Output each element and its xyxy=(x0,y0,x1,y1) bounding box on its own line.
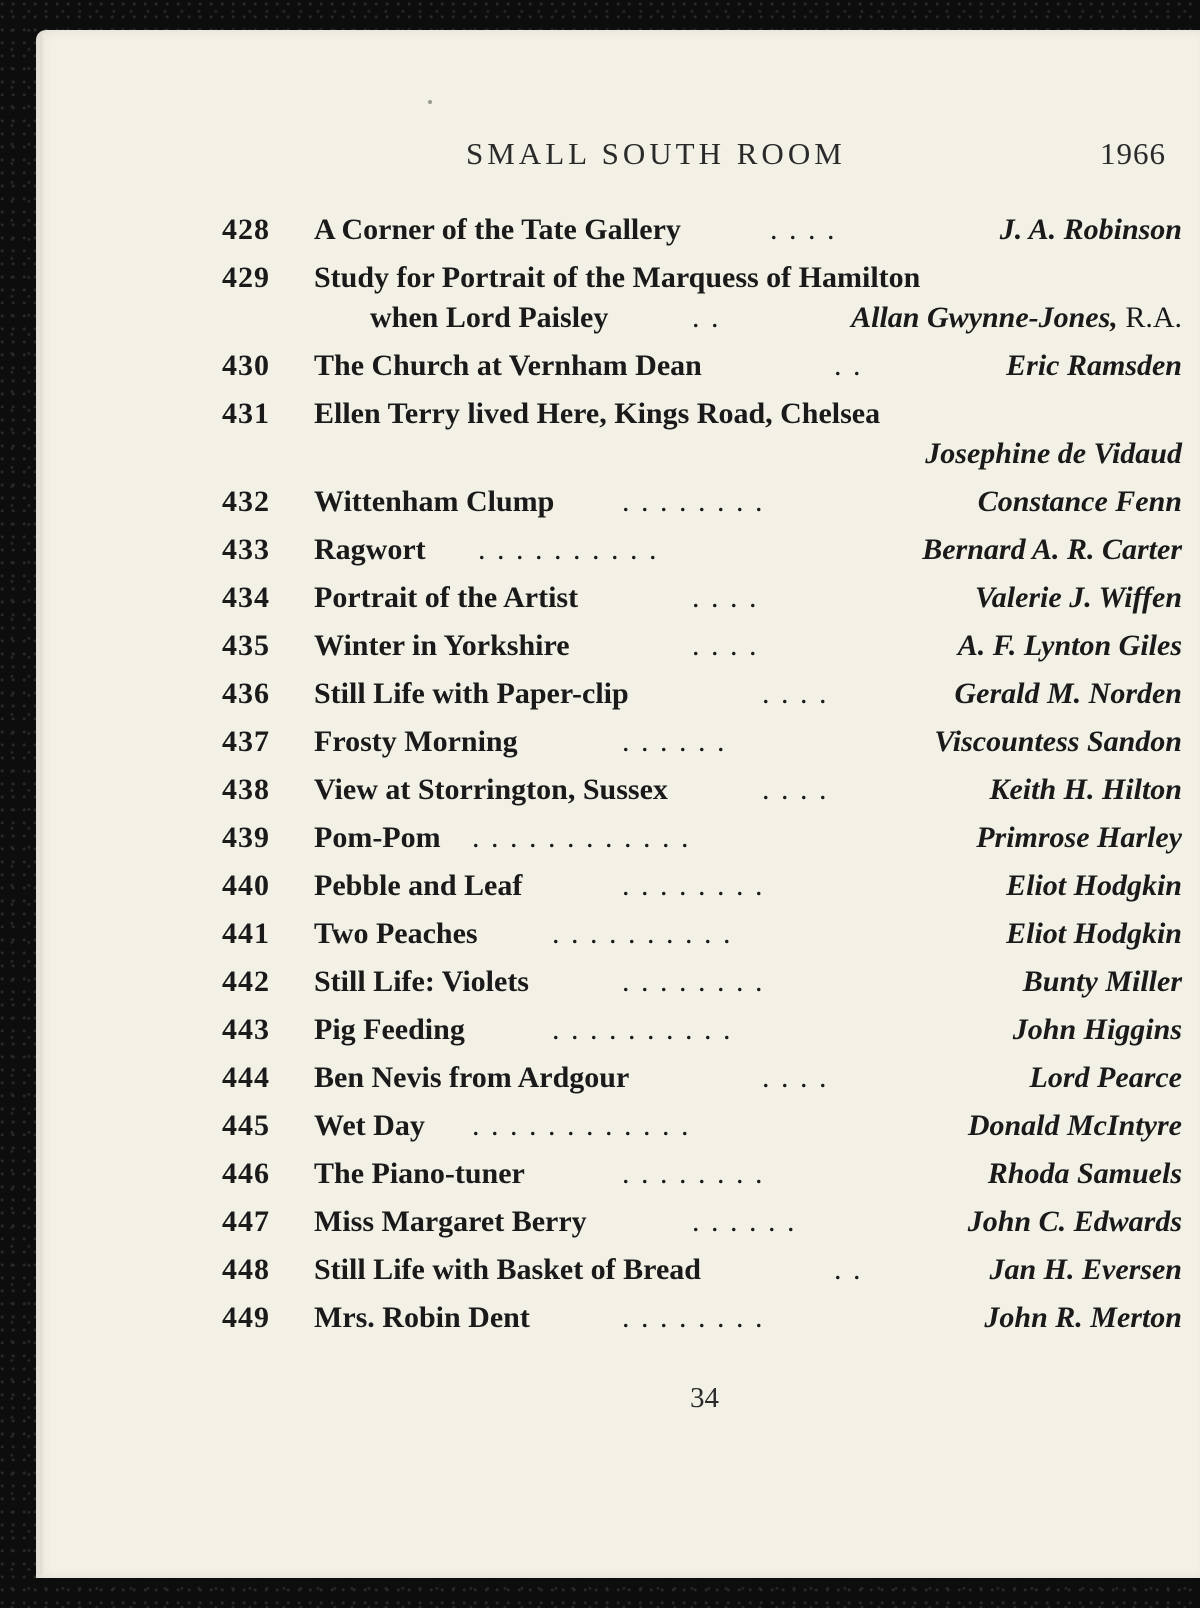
entry-number: 443 xyxy=(222,1013,270,1046)
entry-artist: Eliot Hodgkin xyxy=(1006,869,1182,902)
entry-title: Still Life with Paper-clip xyxy=(314,677,629,710)
entry-title: Ragwort xyxy=(314,533,426,566)
ink-speck xyxy=(428,100,432,104)
list-item xyxy=(222,206,1182,254)
entry-number: 447 xyxy=(222,1205,270,1238)
entry-title: Winter in Yorkshire xyxy=(314,629,570,662)
entry-title: Miss Margaret Berry xyxy=(314,1205,587,1238)
page-year: 1966 xyxy=(1100,136,1166,171)
list-item xyxy=(222,814,1182,862)
entry-number: 438 xyxy=(222,773,270,806)
page-heading: SMALL SOUTH ROOM xyxy=(466,136,846,171)
leader-dots: . . . . xyxy=(692,629,759,662)
entry-artist: Primrose Harley xyxy=(976,821,1182,854)
entry-number: 439 xyxy=(222,821,270,854)
leader-dots: . . . . . . . . xyxy=(622,1157,765,1190)
leader-dots: . . . . . . . . . . . . xyxy=(472,821,691,854)
entry-title: Still Life: Violets xyxy=(314,965,529,998)
entry-artist: Donald McIntyre xyxy=(967,1109,1182,1142)
entry-number: 446 xyxy=(222,1157,270,1190)
list-item xyxy=(222,958,1182,1006)
list-item xyxy=(222,574,1182,622)
list-item xyxy=(222,1198,1182,1246)
entry-number: 448 xyxy=(222,1253,270,1286)
entry-artist: Viscountess Sandon xyxy=(934,725,1182,758)
leader-dots: . . . . . . . . xyxy=(622,965,765,998)
entry-artist: Bernard A. R. Carter xyxy=(922,533,1182,566)
list-item xyxy=(222,862,1182,910)
entry-title: Frosty Morning xyxy=(314,725,518,758)
entry-artist: Bunty Miller xyxy=(1022,965,1182,998)
leader-dots: . . . . . . . . xyxy=(622,869,765,902)
entry-artist: Keith H. Hilton xyxy=(989,773,1182,806)
leader-dots: . . . . . . . . . . xyxy=(478,533,659,566)
entry-title: A Corner of the Tate Gallery xyxy=(314,213,681,246)
list-item xyxy=(222,1006,1182,1054)
entry-title: The Piano-tuner xyxy=(314,1157,525,1190)
list-item xyxy=(222,1054,1182,1102)
entry-artist: A. F. Lynton Giles xyxy=(957,629,1182,662)
leader-dots: . . . . . . . . . . . . xyxy=(472,1109,691,1142)
entry-title: Still Life with Basket of Bread xyxy=(314,1253,701,1286)
entry-number: 431 xyxy=(222,397,270,430)
list-item xyxy=(222,910,1182,958)
list-item xyxy=(222,1294,1182,1342)
artist-honor: R.A. xyxy=(1125,301,1182,334)
list-item xyxy=(222,342,1182,390)
leader-dots: . . . . . . . . xyxy=(622,485,765,518)
entry-number: 441 xyxy=(222,917,270,950)
entry-artist xyxy=(851,294,1182,342)
entry-artist: John R. Merton xyxy=(984,1301,1182,1334)
entry-artist: Eliot Hodgkin xyxy=(1006,917,1182,950)
entry-number: 432 xyxy=(222,485,270,518)
leader-dots: . . . . xyxy=(762,1061,829,1094)
leader-dots: . . . . xyxy=(692,581,759,614)
entry-title: Ben Nevis from Ardgour xyxy=(314,1061,630,1094)
entry-artist: Jan H. Eversen xyxy=(989,1253,1182,1286)
page-number: 34 xyxy=(690,1382,719,1414)
entry-title: Ellen Terry lived Here, Kings Road, Chelsea xyxy=(314,397,881,430)
entry-title: Pig Feeding xyxy=(314,1013,465,1046)
entry-title: Mrs. Robin Dent xyxy=(314,1301,530,1334)
leader-dots: . . . . . . xyxy=(622,725,727,758)
entry-artist: Valerie J. Wiffen xyxy=(975,581,1182,614)
entry-title: Portrait of the Artist xyxy=(314,581,579,614)
entry-artist: Lord Pearce xyxy=(1029,1061,1182,1094)
entry-number: 437 xyxy=(222,725,270,758)
leader-dots: . . xyxy=(834,349,863,382)
entry-number: 428 xyxy=(222,213,270,246)
leader-dots: . . . . . . . . xyxy=(622,1301,765,1334)
list-item xyxy=(222,622,1182,670)
entry-number: 436 xyxy=(222,677,270,710)
entry-number: 430 xyxy=(222,349,270,382)
entry-artist: Constance Fenn xyxy=(977,485,1182,518)
list-item xyxy=(222,670,1182,718)
entry-number: 440 xyxy=(222,869,270,902)
entry-number: 434 xyxy=(222,581,270,614)
page-edge xyxy=(40,34,46,1574)
entry-number: 445 xyxy=(222,1109,270,1142)
leader-dots: . . . . . . . . . . xyxy=(552,917,733,950)
leader-dots: . . . . xyxy=(770,213,837,246)
list-item xyxy=(222,254,1182,342)
entry-title: Wet Day xyxy=(314,1109,425,1142)
entry-artist: Josephine de Vidaud xyxy=(925,437,1182,470)
leader-dots: . . . . . . . . . . xyxy=(552,1013,733,1046)
entry-title: View at Storrington, Sussex xyxy=(314,773,668,806)
entry-number: 433 xyxy=(222,533,270,566)
leader-dots: . . xyxy=(692,301,721,334)
leader-dots: . . xyxy=(834,1253,863,1286)
entry-number: 449 xyxy=(222,1301,270,1334)
entry-title: Two Peaches xyxy=(314,917,478,950)
list-item xyxy=(222,718,1182,766)
entry-artist: Gerald M. Norden xyxy=(954,677,1182,710)
list-item xyxy=(222,526,1182,574)
entry-number: 429 xyxy=(222,261,270,294)
entry-title: The Church at Vernham Dean xyxy=(314,349,702,382)
list-item xyxy=(222,390,1182,478)
artist-name: Allan Gwynne-Jones, xyxy=(851,301,1118,334)
catalogue-list xyxy=(222,206,1182,1342)
entry-title: Study for Portrait of the Marquess of Hamilton xyxy=(314,261,921,294)
entry-artist: John Higgins xyxy=(1012,1013,1182,1046)
entry-artist: Rhoda Samuels xyxy=(987,1157,1182,1190)
leader-dots: . . . . xyxy=(762,773,829,806)
entry-title: Wittenham Clump xyxy=(314,485,555,518)
list-item xyxy=(222,766,1182,814)
leader-dots: . . . . . . xyxy=(692,1205,797,1238)
entry-artist: John C. Edwards xyxy=(967,1205,1182,1238)
entry-number: 442 xyxy=(222,965,270,998)
entry-title-continued: when Lord Paisley xyxy=(370,301,609,334)
list-item xyxy=(222,1150,1182,1198)
entry-number: 444 xyxy=(222,1061,270,1094)
leader-dots: . . . . xyxy=(762,677,829,710)
list-item xyxy=(222,478,1182,526)
list-item xyxy=(222,1246,1182,1294)
entry-artist: Eric Ramsden xyxy=(1006,349,1182,382)
entry-title: Pom-Pom xyxy=(314,821,441,854)
entry-title: Pebble and Leaf xyxy=(314,869,523,902)
entry-artist: J. A. Robinson xyxy=(999,213,1182,246)
list-item xyxy=(222,1102,1182,1150)
entry-number: 435 xyxy=(222,629,270,662)
